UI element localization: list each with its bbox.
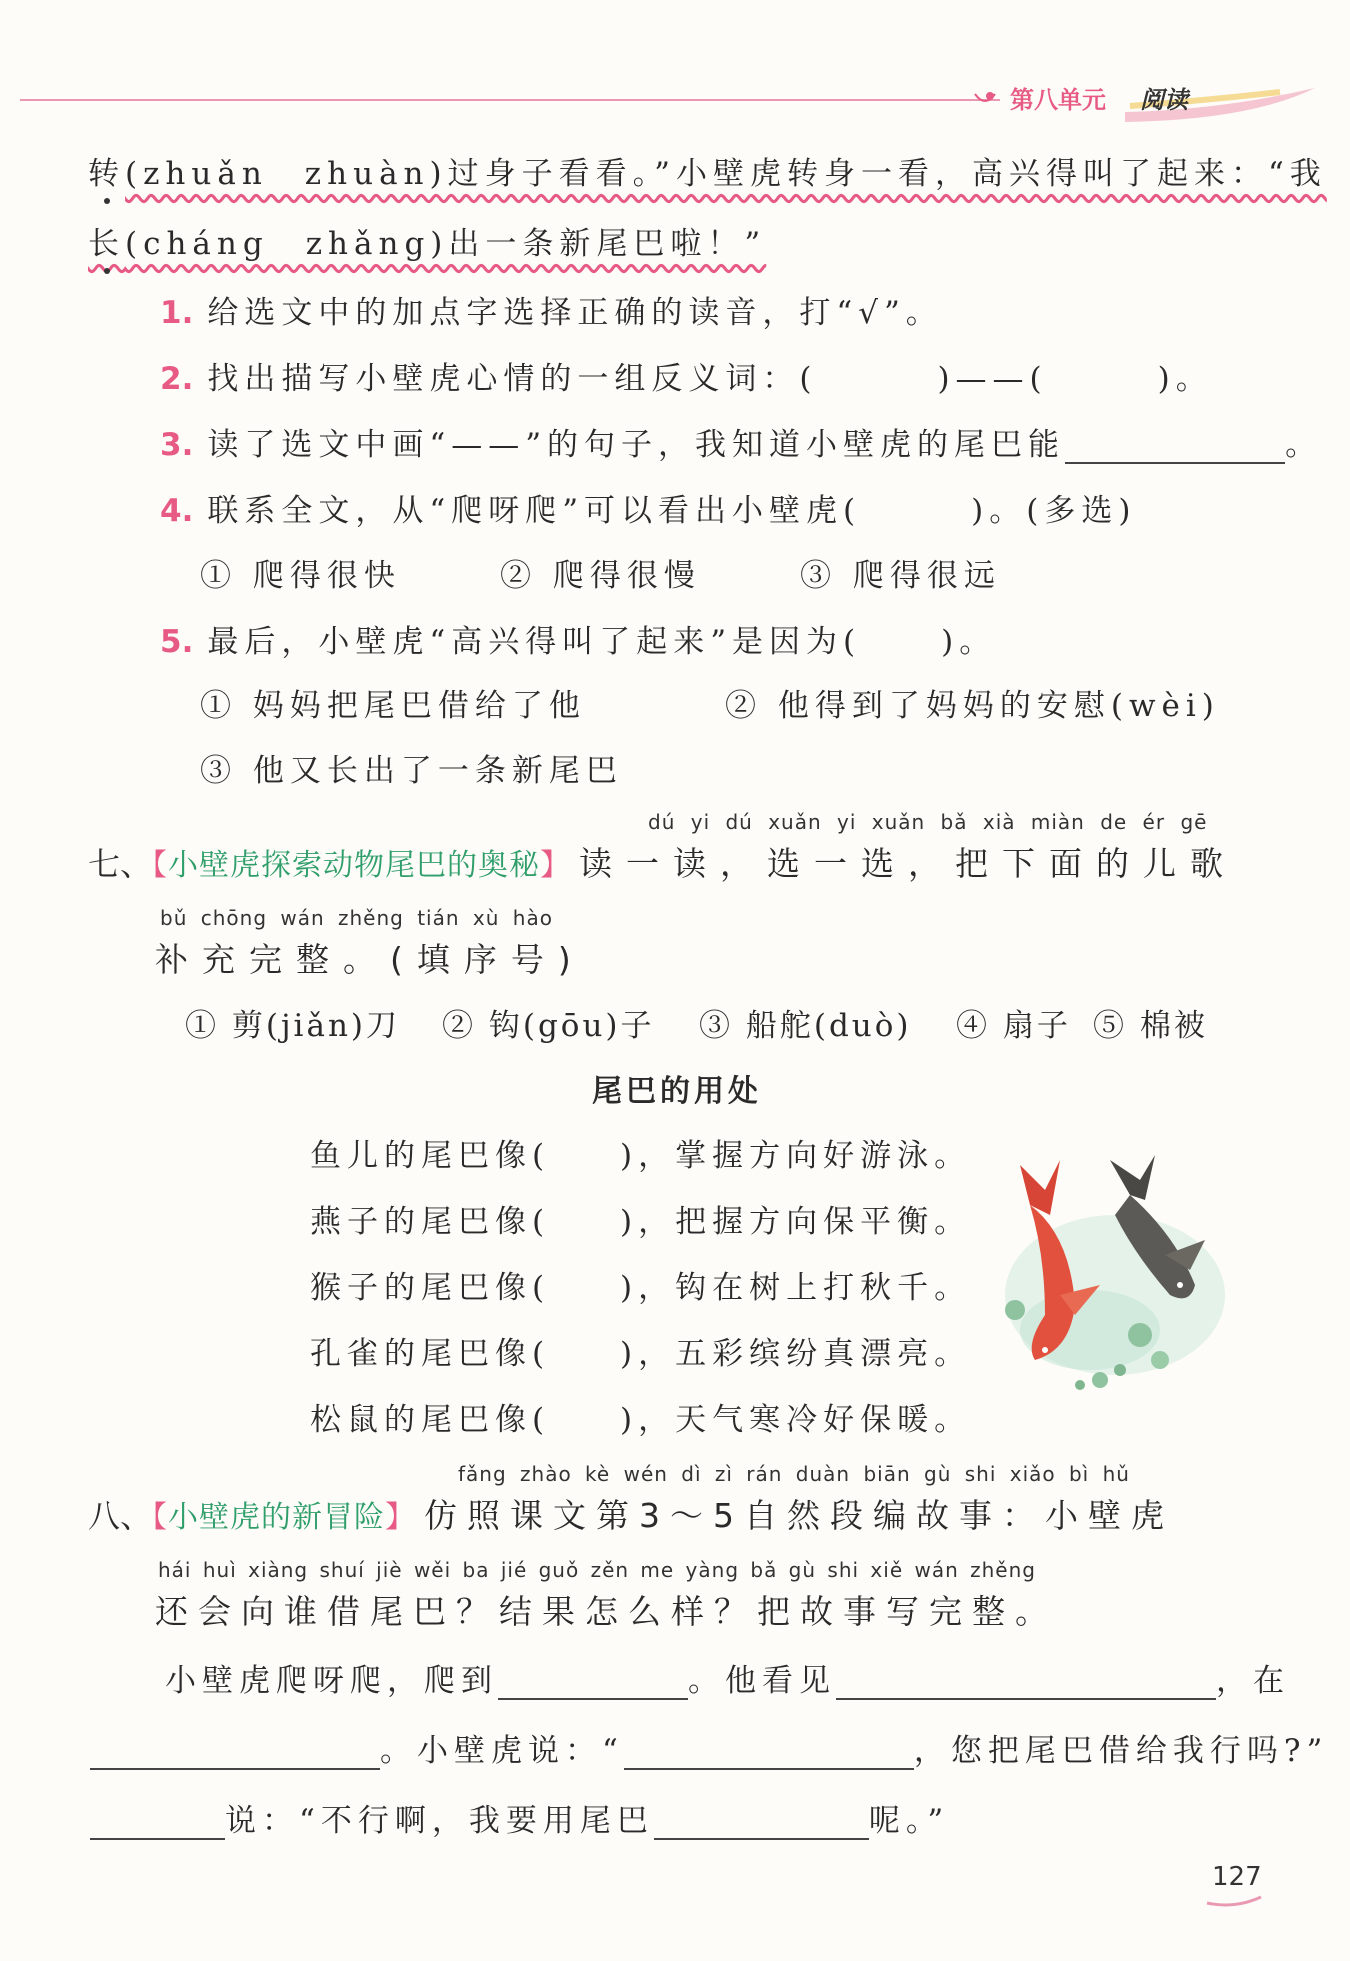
question-4: 4. 联系全文，从“爬呀爬”可以看出小壁虎( )。(多选) xyxy=(160,493,1137,529)
passage-text: (cháng zhǎng)出一条新尾巴啦！” xyxy=(125,226,767,262)
option[interactable]: ① 妈妈把尾巴借给了他 xyxy=(200,688,586,724)
dotted-char: 转 xyxy=(88,156,125,192)
poem-line: 燕子的尾巴像( )，把握方向保平衡。 xyxy=(310,1204,972,1240)
answer-blank[interactable] xyxy=(90,1808,225,1840)
poem xyxy=(310,1130,971,1460)
option[interactable]: ② 钩(gōu)子 xyxy=(442,1008,655,1044)
poem-line: 鱼儿的尾巴像( )，掌握方向好游泳。 xyxy=(310,1138,972,1174)
bracket: 【 xyxy=(152,848,169,883)
section7-pinyin-1: dú yi dú xuǎn yi xuǎn bǎ xià miàn de ér gē xyxy=(648,810,1208,834)
section8-pinyin-1: fǎng zhào kè wén dì zì rán duàn biān gù shi xiǎo bì hǔ xyxy=(458,1462,1130,1486)
section7-heading xyxy=(88,838,1237,885)
option[interactable]: ⑤ 棉被 xyxy=(1093,1008,1208,1044)
poem-line: 松鼠的尾巴像( )，天气寒冷好保暖。 xyxy=(310,1402,972,1438)
option[interactable]: ③ 他又长出了一条新尾巴 xyxy=(200,753,623,789)
section7-pinyin-2: bǔ chōng wán zhěng tián xù hào xyxy=(160,906,553,930)
bracket: 】 xyxy=(540,848,572,883)
option[interactable]: ② 爬得很慢 xyxy=(500,558,701,594)
option[interactable]: ① 剪(jiǎn)刀 xyxy=(185,1008,401,1044)
answer-blank[interactable] xyxy=(1065,432,1285,464)
question-5: 5. 最后，小壁虎“高兴得叫了起来”是因为( )。 xyxy=(160,624,997,660)
answer-blank[interactable] xyxy=(836,1668,1216,1700)
answer-blank[interactable] xyxy=(498,1668,688,1700)
dotted-char: 长 xyxy=(88,226,125,262)
option[interactable]: ③ 爬得很远 xyxy=(800,558,1001,594)
unit-label: 第八单元 xyxy=(1010,86,1106,114)
answer-blank[interactable] xyxy=(624,1738,914,1770)
answer-blank[interactable] xyxy=(90,1738,380,1770)
option[interactable]: ③ 船舵(duò) xyxy=(699,1008,912,1044)
story-line-3: 说：“不行啊，我要用尾巴 呢。” xyxy=(90,1795,949,1840)
q5-options-row1 xyxy=(200,680,1220,725)
option[interactable]: ④ 扇子 xyxy=(956,1008,1071,1044)
poem-line: 孔雀的尾巴像( )，五彩缤纷真漂亮。 xyxy=(310,1336,972,1372)
story-line-2: 。小壁虎说：“ ，您把尾巴借给我行吗?” xyxy=(90,1725,1328,1770)
section8-pinyin-2: hái huì xiàng shuí jiè wěi ba jié guǒ zěn me yàng bǎ gù shi xiě wán zhěng xyxy=(158,1558,1036,1582)
q5-options-row2 xyxy=(200,745,623,790)
section-label: 阅读 xyxy=(1140,86,1188,114)
page-number-decoration xyxy=(1205,1893,1265,1909)
section7-instruction: 读一读，选一选，把下面的儿歌 xyxy=(579,844,1238,883)
section8-heading xyxy=(88,1490,1174,1537)
passage-text: (zhuǎn zhuàn)过身子看看。”小壁虎转身一看，高兴得叫了起来：“我 xyxy=(125,156,1327,192)
question-3: 3. 读了选文中画“——”的句子，我知道小壁虎的尾巴能 。 xyxy=(160,427,1323,463)
section8-title: 小壁虎的新冒险 xyxy=(168,1500,386,1535)
bracket: 【 xyxy=(152,1500,169,1535)
section7-label: 七、 xyxy=(88,845,153,883)
passage-line-1 xyxy=(88,148,1327,193)
fish-illustration xyxy=(990,1145,1230,1405)
section8-instruction-2: 还会向谁借尾巴？结果怎么样？把故事写完整。 xyxy=(155,1592,1058,1631)
poem-line: 猴子的尾巴像( )，钩在树上打秋千。 xyxy=(310,1270,972,1306)
page-header xyxy=(0,70,1350,130)
q4-options xyxy=(200,550,1001,595)
passage-line-2 xyxy=(88,218,766,263)
answer-blank[interactable] xyxy=(654,1808,869,1840)
option[interactable]: ② 他得到了妈妈的安慰(wèi) xyxy=(725,688,1220,724)
question-1: 1. 给选文中的加点字选择正确的读音，打“√”。 xyxy=(160,295,943,331)
bracket: 】 xyxy=(385,1500,417,1535)
section7-options xyxy=(185,1000,1208,1045)
section8-instruction: 仿照课文第3～5自然段编故事：小壁虎 xyxy=(424,1496,1175,1535)
question-2: 2. 找出描写小壁虎心情的一组反义词：( )——( )。 xyxy=(160,361,1213,397)
page-number: 127 xyxy=(1212,1862,1262,1892)
section8-label: 八、 xyxy=(88,1497,153,1535)
option[interactable]: ① 爬得很快 xyxy=(200,558,401,594)
story-line-1: 小壁虎爬呀爬，爬到 。他看见 ，在 xyxy=(165,1663,1290,1699)
section7-title: 小壁虎探索动物尾巴的奥秘 xyxy=(168,848,541,883)
poem-title: 尾巴的用处 xyxy=(592,1074,762,1109)
section7-instruction-2: 补充完整。(填序号) xyxy=(155,940,585,979)
